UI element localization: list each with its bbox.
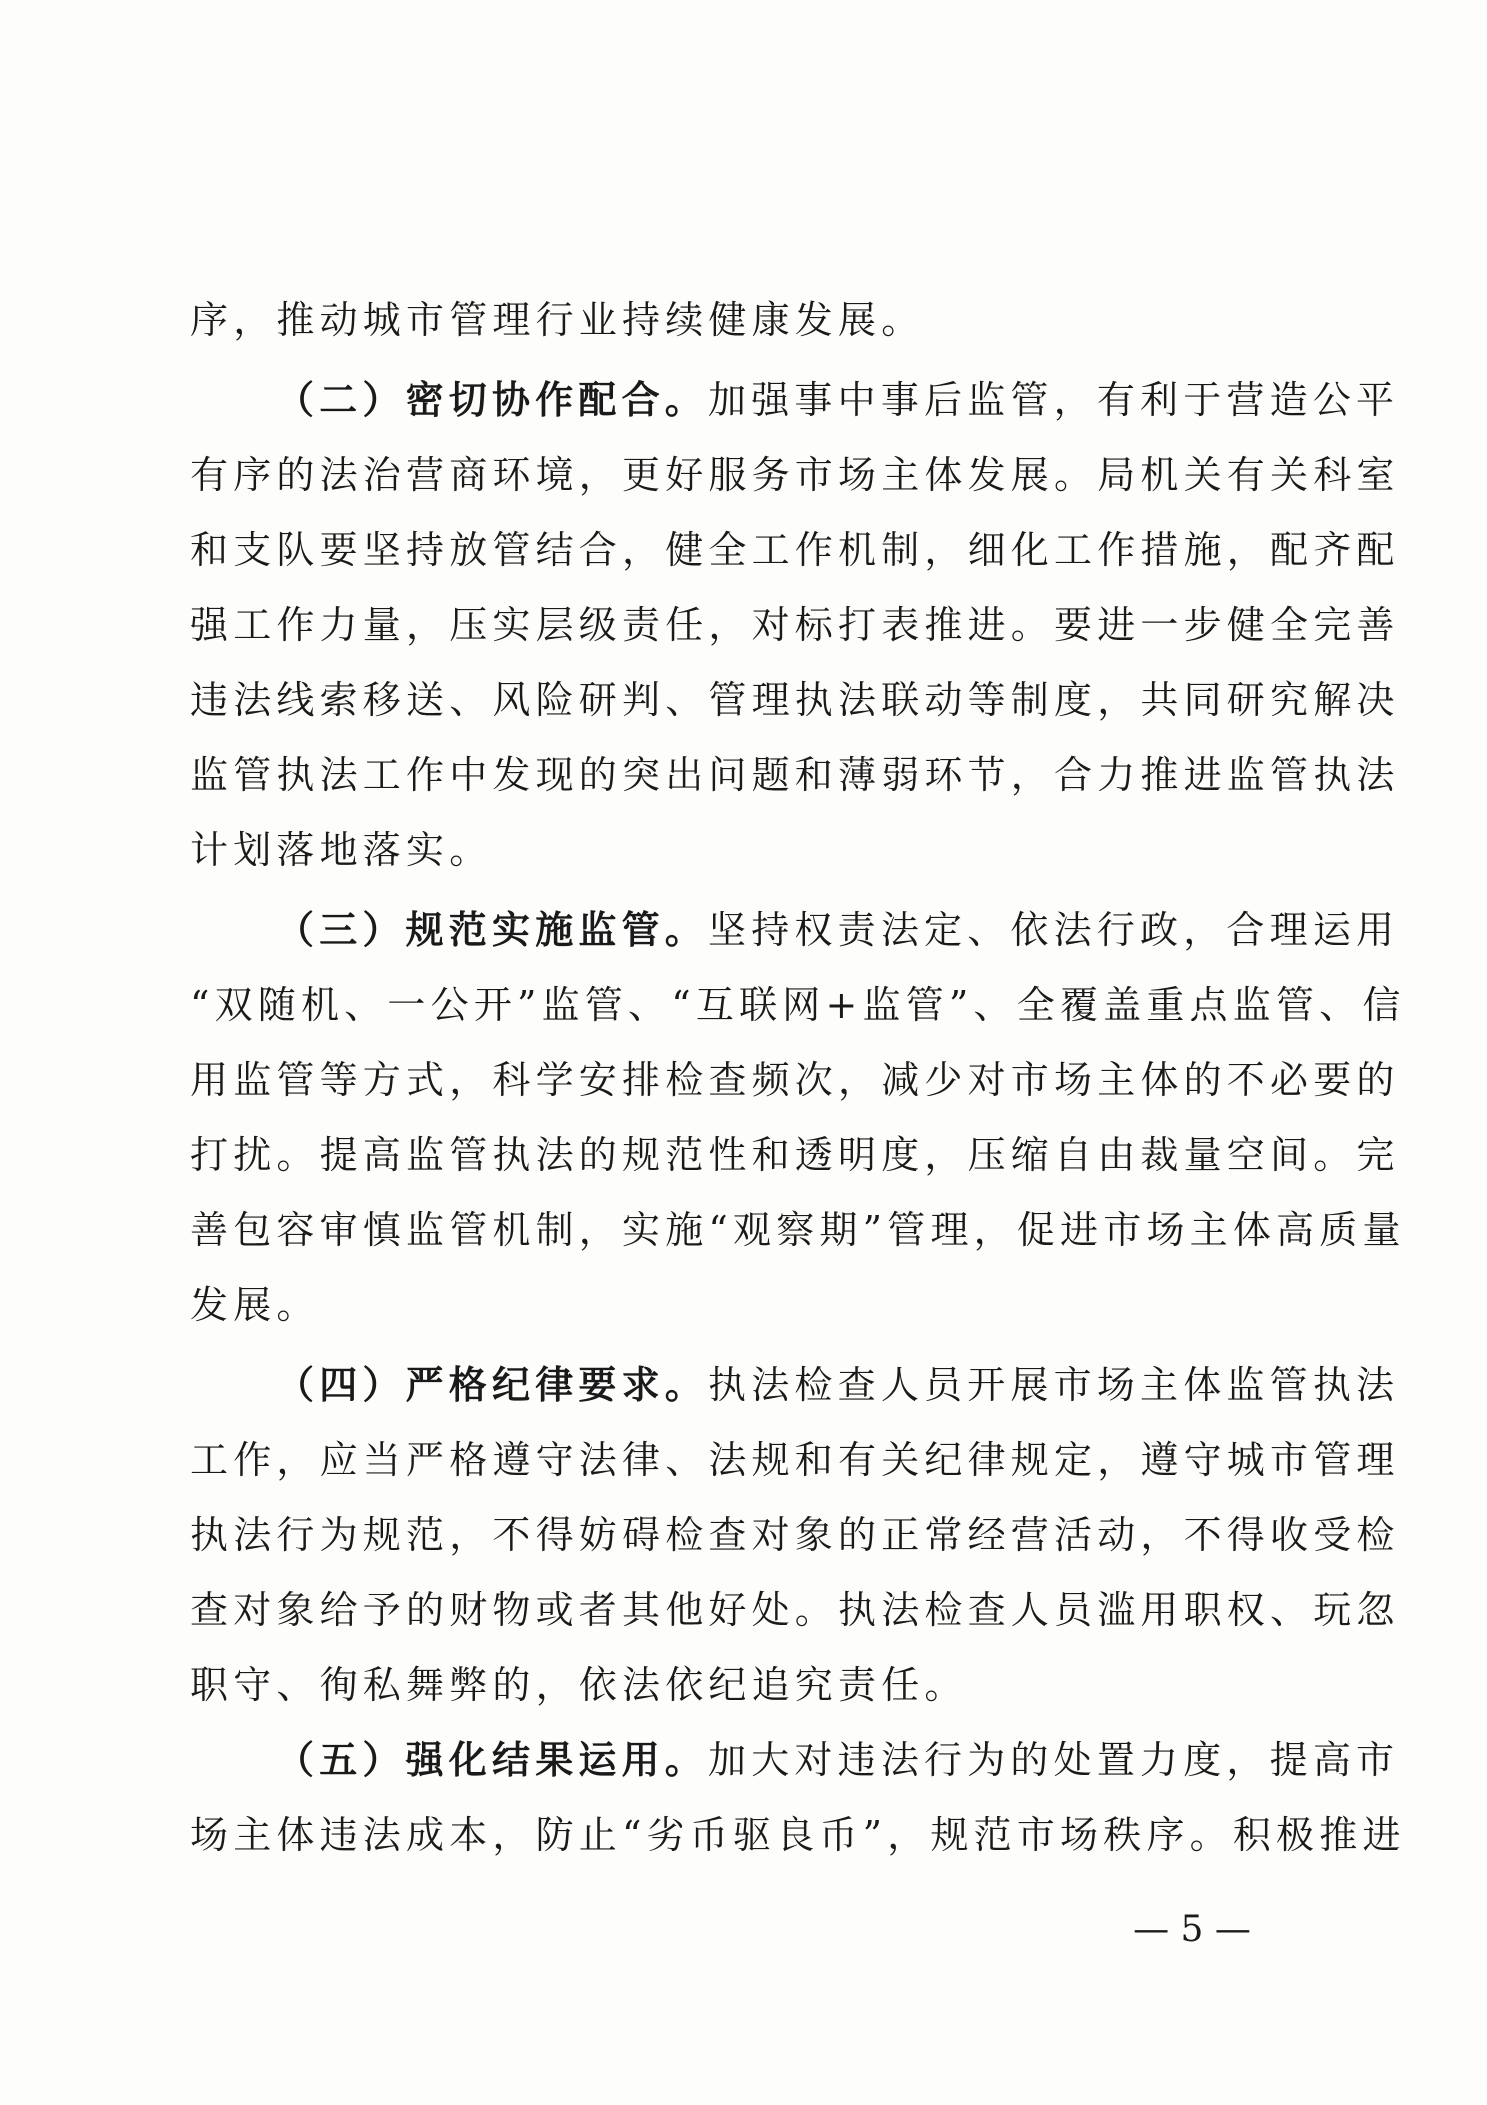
body-line: 强工作力量，压实层级责任，对标打表推进。要进一步健全完善 bbox=[190, 603, 1400, 647]
section-2-lead-text: 加强事中事后监管，有利于营造公平 bbox=[708, 378, 1400, 422]
section-2-heading: （二）密切协作配合。 bbox=[276, 377, 709, 422]
body-line: 执法行为规范，不得妨碍检查对象的正常经营活动，不得收受检 bbox=[190, 1513, 1400, 1557]
body-line: 查对象给予的财物或者其他好处。执法检查人员滥用职权、玩忽 bbox=[190, 1588, 1400, 1632]
section-4-heading: （四）严格纪律要求。 bbox=[276, 1362, 709, 1407]
body-line: 工作，应当严格遵守法律、法规和有关纪律规定，遵守城市管理 bbox=[190, 1438, 1400, 1482]
page-number: — 5 — bbox=[1133, 1909, 1251, 1950]
section-3-heading: （三）规范实施监管。 bbox=[276, 907, 709, 952]
body-line: 打扰。提高监管执法的规范性和透明度，压缩自由裁量空间。完 bbox=[190, 1133, 1400, 1177]
section-3-lead-text: 坚持权责法定、依法行政，合理运用 bbox=[708, 908, 1400, 952]
body-line: 和支队要坚持放管结合，健全工作机制，细化工作措施，配齐配 bbox=[190, 528, 1400, 572]
section-5-heading: （五）强化结果运用。 bbox=[276, 1737, 709, 1782]
body-line: 计划落地落实。 bbox=[190, 828, 493, 872]
body-line: 序，推动城市管理行业持续健康发展。 bbox=[190, 298, 925, 342]
body-line: 职守、徇私舞弊的，依法依纪追究责任。 bbox=[190, 1663, 968, 1707]
section-5-first-line bbox=[276, 1725, 1400, 1795]
body-line: 有序的法治营商环境，更好服务市场主体发展。局机关有关科室 bbox=[190, 453, 1400, 497]
body-line: 场主体违法成本，防止“劣币驱良币”，规范市场秩序。积极推进 bbox=[190, 1813, 1406, 1857]
section-2-first-line bbox=[276, 365, 1400, 435]
section-4-lead-text: 执法检查人员开展市场主体监管执法 bbox=[708, 1363, 1400, 1407]
body-line: 善包容审慎监管机制，实施“观察期”管理，促进市场主体高质量 bbox=[190, 1208, 1406, 1252]
body-line: 发展。 bbox=[190, 1283, 320, 1327]
section-3-first-line bbox=[276, 895, 1400, 965]
section-5-lead-text: 加大对违法行为的处置力度，提高市 bbox=[708, 1738, 1400, 1782]
body-line: “双随机、一公开”监管、“互联网+监管”、全覆盖重点监管、信 bbox=[190, 983, 1406, 1027]
body-line: 监管执法工作中发现的突出问题和薄弱环节，合力推进监管执法 bbox=[190, 753, 1400, 797]
body-line: 用监管等方式，科学安排检查频次，减少对市场主体的不必要的 bbox=[190, 1058, 1400, 1102]
section-4-first-line bbox=[276, 1350, 1400, 1420]
body-line: 违法线索移送、风险研判、管理执法联动等制度，共同研究解决 bbox=[190, 678, 1400, 722]
